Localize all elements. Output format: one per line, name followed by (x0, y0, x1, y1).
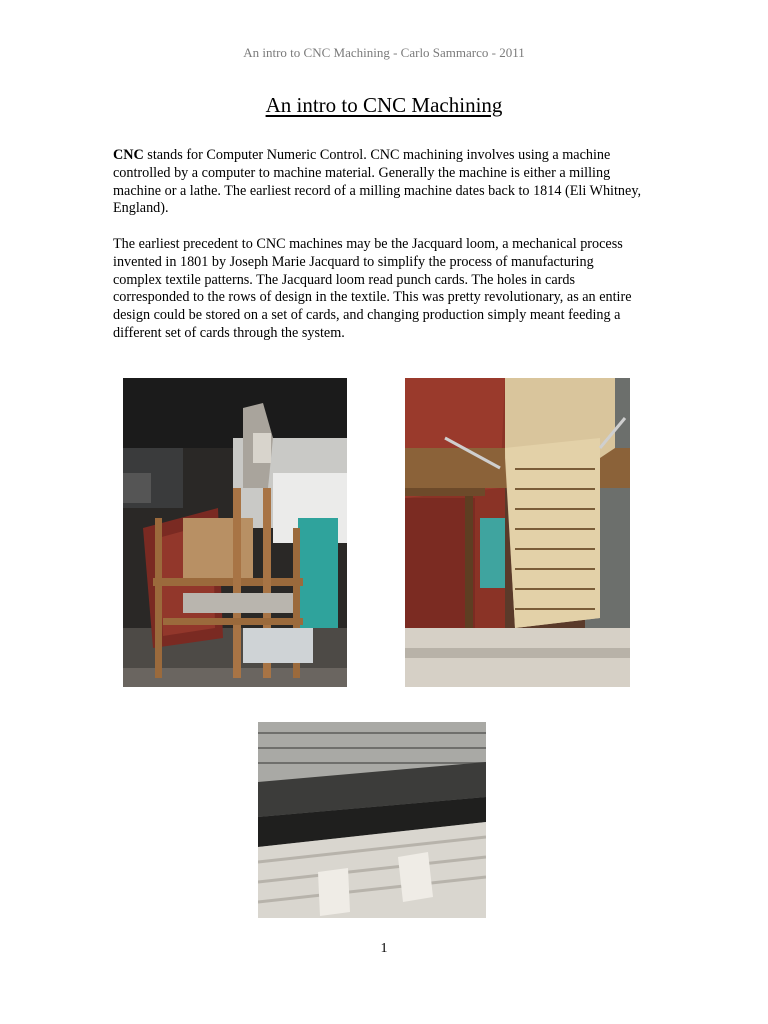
document-title: An intro to CNC Machining (265, 93, 503, 117)
jacquard-loom-photo (123, 378, 347, 687)
punch-cards-photo (405, 378, 630, 687)
woven-threads-photo (258, 722, 486, 918)
running-header: An intro to CNC Machining - Carlo Sammarco - 2011 (243, 45, 525, 60)
paragraph-cnc-definition (113, 147, 643, 218)
page-number: 1 (380, 941, 388, 956)
paragraph-jacquard-loom: The earliest precedent to CNC machines may be the Jacquard loom, a mechanical process invented in 1801 by Joseph Marie Jacquard to simplify the process of manufacturing complex textile patterns. The Jacquard loom read punch cards. The holes in cards corresponded to the rows of design in the textile. This was pretty revolutionary, as an entire design could be stored on a set of cards, and changing production simply meant feeding a different set of cards through the system. (113, 236, 632, 341)
paragraph-lead-term: CNC (113, 147, 144, 163)
paragraph-body: stands for Computer Numeric Control. CNC machining involves using a machine controlled by a computer to machine material. Generally the machine is either a milling machine or a lathe. The earliest record of a milling machine dates back to 1814 (Eli Whitney, England). (113, 147, 642, 217)
